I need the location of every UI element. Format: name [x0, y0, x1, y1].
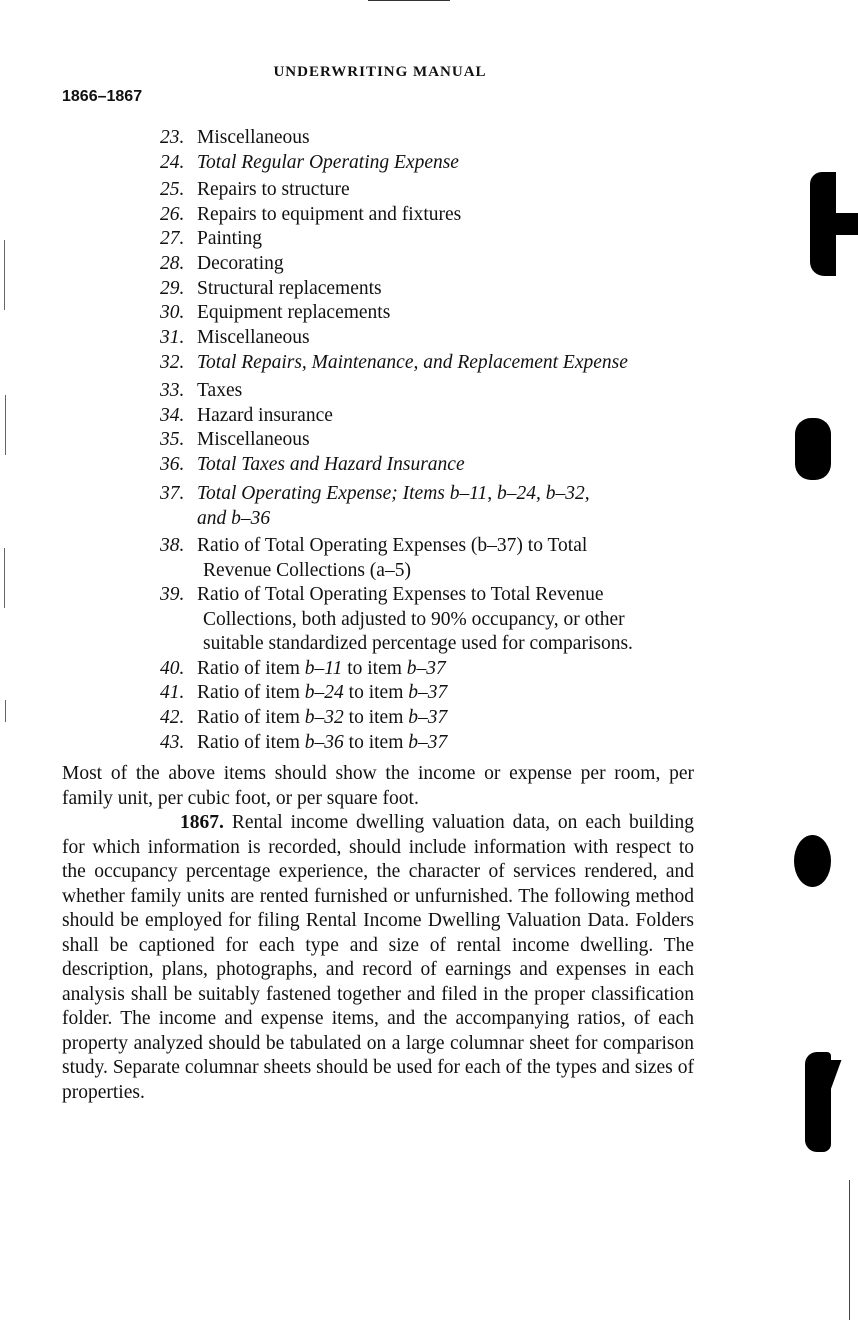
item-number: 37. [160, 483, 185, 504]
item-number: 40. [160, 658, 185, 679]
list-item [160, 252, 696, 277]
item-continuation: Collections, both adjusted to 90% occupancy, or other [203, 608, 625, 630]
item-text: Total Operating Expense; Items b–11, b–24, b–32, [197, 483, 590, 504]
list-item [160, 351, 696, 376]
item-number: 42. [160, 707, 185, 728]
paragraph-text: Rental income dwelling valuation data, on each building for which information is recorded, should include information with respect to the occupancy percentage experience, the character of services rendered, and whether family units are rented furnished or unfurnished. The following method should be employed for filing Rental Income Dwelling Valuation Data. Folders shall be captioned for each type and size of rental income dwelling. The description, plans, photographs, and record of earnings and expenses in each analysis shall be suitably fastened together and filed in the proper classification folder. The income and expense items, and the accompanying ratios, of each property analyzed should be tabulated on a large columnar sheet for comparison study. Separate columnar sheets should be used for each of the types and sizes of properties. [62, 812, 694, 1103]
item-text: Miscellaneous [197, 327, 310, 348]
item-text: Total Repairs, Maintenance, and Replacement Expense [197, 352, 628, 373]
item-continuation: suitable standardized percentage used for comparisons. [203, 633, 633, 654]
item-number: 28. [160, 253, 185, 274]
list-item [160, 126, 696, 151]
item-text: Structural replacements [197, 278, 382, 299]
list-item [160, 453, 696, 478]
scan-edge-mark [5, 700, 6, 722]
item-text: Painting [197, 228, 263, 249]
item-reference: b–37 [408, 707, 448, 728]
binder-tab-mark [795, 418, 831, 480]
item-text: Hazard insurance [197, 405, 333, 426]
top-rule [368, 0, 450, 1]
item-text: Ratio of Total Operating Expenses to Total Revenue [197, 584, 604, 605]
list-item [160, 482, 696, 531]
item-reference: b–37 [408, 682, 448, 703]
list-item [160, 534, 696, 583]
item-text: Taxes [197, 380, 243, 401]
item-number: 33. [160, 380, 185, 401]
item-number: 43. [160, 732, 185, 753]
item-number: 34. [160, 405, 185, 426]
item-text: Decorating [197, 253, 284, 274]
item-number: 38. [160, 535, 185, 556]
list-item [160, 151, 696, 176]
item-number: 24. [160, 152, 185, 173]
item-number: 30. [160, 302, 185, 323]
item-number: 39. [160, 584, 185, 605]
item-text: Equipment replacements [197, 302, 391, 323]
binder-tab-mark [834, 213, 858, 235]
item-number: 26. [160, 204, 185, 225]
item-number: 23. [160, 127, 185, 148]
item-reference: b–37 [408, 732, 448, 753]
item-continuation: Revenue Collections (a–5) [203, 559, 411, 581]
item-number: 25. [160, 179, 185, 200]
binder-tab-mark [794, 835, 831, 887]
scan-edge-mark [4, 548, 5, 608]
list-item [160, 404, 696, 429]
item-text: to item [343, 682, 409, 703]
item-number: 31. [160, 327, 185, 348]
item-text: Total Regular Operating Expense [197, 152, 459, 173]
item-number: 35. [160, 429, 185, 450]
list-item [160, 227, 696, 252]
binder-tab-mark [810, 172, 836, 276]
scan-edge-mark [849, 1180, 850, 1320]
item-text: Total Taxes and Hazard Insurance [197, 454, 465, 475]
item-text: Ratio of item [197, 732, 305, 753]
item-text: Miscellaneous [197, 429, 310, 450]
item-number: 36. [160, 454, 185, 475]
list-item [160, 203, 696, 228]
item-number: 29. [160, 278, 185, 299]
list-item [160, 681, 696, 706]
item-number: 41. [160, 682, 185, 703]
list-item [160, 326, 696, 351]
section-range: 1866–1867 [62, 88, 143, 105]
list-item [160, 379, 696, 404]
item-reference: b–32 [304, 707, 344, 728]
paragraph [62, 811, 694, 1105]
item-number: 27. [160, 228, 185, 249]
list-item [160, 301, 696, 326]
running-title: UNDERWRITING MANUAL [273, 64, 487, 80]
list-item [160, 178, 696, 203]
item-text: to item [342, 658, 407, 679]
list-item [160, 428, 696, 453]
item-reference: b–11 [304, 658, 343, 679]
item-text: to item [343, 707, 409, 728]
list-item [160, 706, 696, 731]
item-reference: b–37 [406, 658, 446, 679]
section-number: 1867. [180, 812, 224, 833]
body-text [62, 762, 694, 1105]
item-text: Ratio of item [197, 682, 305, 703]
item-number: 32. [160, 352, 185, 373]
item-text: Miscellaneous [197, 127, 310, 148]
item-text: Ratio of item [197, 707, 305, 728]
item-reference: b–24 [304, 682, 344, 703]
item-text: Repairs to equipment and fixtures [197, 204, 462, 225]
paragraph: Most of the above items should show the income or expense per room, per family unit, per cubic foot, or per square foot. [62, 763, 694, 809]
scan-edge-mark [5, 395, 6, 455]
list-item [160, 657, 696, 682]
list-item [160, 731, 696, 756]
item-text: Ratio of item [197, 658, 305, 679]
scan-edge-mark [4, 240, 5, 310]
list-item [160, 583, 696, 657]
item-text: Repairs to structure [197, 179, 350, 200]
item-text: to item [343, 732, 409, 753]
item-text: Ratio of Total Operating Expenses (b–37) to Total [197, 535, 588, 556]
list-item [160, 277, 696, 302]
item-reference: b–36 [304, 732, 344, 753]
item-continuation: and b–36 [197, 507, 271, 529]
